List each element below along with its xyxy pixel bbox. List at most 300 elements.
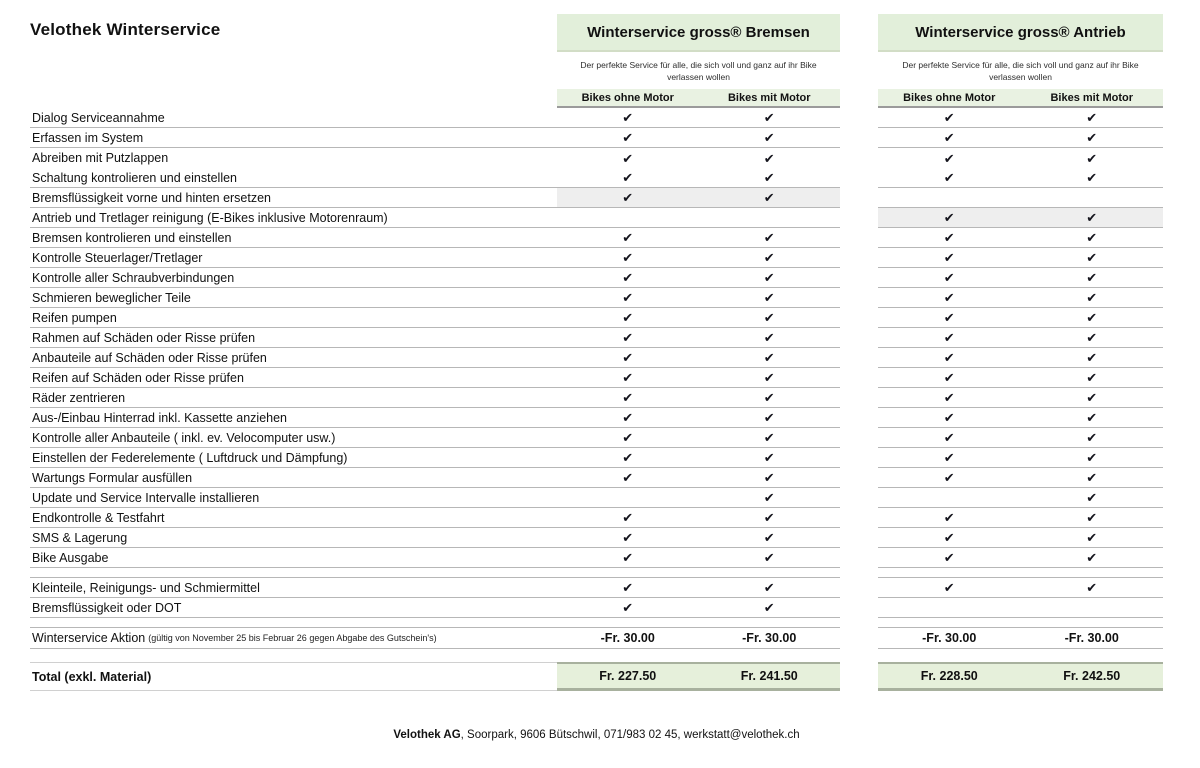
check-cell [557,268,699,287]
service-row [30,578,1200,598]
check-cell [1021,508,1164,527]
check-cell [878,598,1021,617]
service-row [30,598,1200,618]
check-icon: ✔ [943,530,955,545]
antrieb-check-group [878,488,1163,508]
spacer-cell [878,618,1021,627]
group-subtitle-bremsen: Der perfekte Service für alle, die sich voll und ganz auf ihr Bike verlassen wollen [580,60,817,83]
antrieb-check-group [878,308,1163,328]
antrieb-check-group [878,618,1163,628]
check-cell [1021,598,1164,617]
check-cell [557,308,699,327]
service-row [30,228,1200,248]
row-label: SMS & Lagerung [30,528,557,548]
column-gap [840,228,878,248]
check-cell [557,468,699,487]
bremsen-check-group [557,108,840,128]
check-icon: ✔ [622,510,634,525]
service-row [30,468,1200,488]
check-cell [557,348,699,367]
check-icon: ✔ [763,150,775,166]
bremsen-check-group [557,348,840,368]
column-gap [840,148,878,168]
check-cell [878,148,1021,168]
page-title: Velothek Winterservice [30,20,221,39]
column-gap [840,52,878,89]
subcolumn-bremsen-mit-motor: Bikes mit Motor [727,91,811,104]
subcolumn-antrieb-ohne-motor: Bikes ohne Motor [903,91,996,104]
service-row [30,188,1200,208]
check-icon: ✔ [1086,150,1098,166]
check-cell [699,188,841,207]
check-icon: ✔ [622,290,634,305]
check-icon: ✔ [622,410,634,425]
bremsen-check-group [557,168,840,188]
check-icon: ✔ [1086,470,1098,485]
check-icon: ✔ [763,430,775,445]
check-icon: ✔ [763,530,775,545]
check-cell [557,328,699,347]
service-row [30,128,1200,148]
service-row [30,288,1200,308]
check-icon: ✔ [943,410,955,425]
check-cell [699,468,841,487]
column-gap [840,348,878,368]
check-icon: ✔ [763,270,775,285]
check-icon: ✔ [943,430,955,445]
service-row [30,208,1200,228]
check-icon: ✔ [943,330,955,345]
check-cell [1021,388,1164,407]
check-cell [557,148,699,168]
row-label: Bremsflüssigkeit oder DOT [30,598,557,618]
check-icon: ✔ [622,310,634,325]
row-label: Bremsen kontrolieren und einstellen [30,228,557,248]
check-cell [699,328,841,347]
group-header-antrieb [878,14,1163,52]
bremsen-check-group [557,568,840,578]
column-gap [840,548,878,568]
check-icon: ✔ [622,170,634,185]
row-label: Reifen auf Schäden oder Risse prüfen [30,368,557,388]
check-icon: ✔ [763,470,775,485]
antrieb-check-group [878,528,1163,548]
column-gap [840,108,878,128]
antrieb-check-group [878,168,1163,188]
bremsen-check-group [557,328,840,348]
check-cell [1021,348,1164,367]
check-cell [1021,228,1164,247]
check-icon: ✔ [763,600,775,615]
bremsen-check-group [557,268,840,288]
service-row [30,108,1200,128]
antrieb-check-group [878,108,1163,128]
check-icon: ✔ [622,110,634,125]
spacer-cell [1021,618,1164,627]
check-icon: ✔ [943,210,955,225]
check-cell [1021,268,1164,287]
bremsen-check-group [557,388,840,408]
check-icon: ✔ [622,600,634,615]
check-cell [1021,328,1164,347]
check-cell [699,288,841,307]
check-icon: ✔ [763,550,775,565]
antrieb-check-group [878,448,1163,468]
check-cell [557,368,699,387]
footer-company: Velothek AG [393,729,461,741]
check-cell [557,388,699,407]
check-icon: ✔ [622,230,634,245]
service-row [30,408,1200,428]
check-cell [878,228,1021,247]
check-icon: ✔ [943,290,955,305]
row-label: Kleinteile, Reinigungs- und Schmiermittel [30,578,557,598]
check-icon: ✔ [943,250,955,265]
row-label: Räder zentrieren [30,388,557,408]
check-cell [878,388,1021,407]
spacer-cell [1021,568,1164,577]
spacer-cell [30,568,557,578]
subcolumns-bremsen [557,89,840,108]
service-row [30,428,1200,448]
check-cell [1021,408,1164,427]
check-icon: ✔ [943,550,955,565]
total-row [30,662,1200,691]
spacer-cell [557,618,699,627]
spacer-cell [557,568,699,577]
antrieb-check-group [878,188,1163,208]
check-cell [557,428,699,447]
check-cell [878,108,1021,127]
antrieb-check-group [878,428,1163,448]
check-icon: ✔ [763,450,775,465]
group-title-bremsen: Winterservice gross® Bremsen [587,23,810,41]
bremsen-check-group [557,308,840,328]
service-row [30,348,1200,368]
column-gap [840,308,878,328]
antrieb-check-group [878,328,1163,348]
column-gap [840,89,878,108]
group-header-bremsen [557,14,840,52]
check-icon: ✔ [763,370,775,385]
service-row [30,388,1200,408]
column-gap [840,568,878,578]
group-title-antrieb: Winterservice gross® Antrieb [915,23,1126,41]
check-icon: ✔ [943,310,955,325]
check-cell [878,248,1021,267]
check-icon: ✔ [1086,170,1098,185]
check-cell [557,288,699,307]
aktion-value: -Fr. 30.00 [742,631,797,645]
header-row [30,14,1200,52]
bremsen-check-group [557,598,840,618]
service-row [30,488,1200,508]
check-icon: ✔ [622,580,634,595]
check-cell [878,488,1021,507]
check-cell [699,508,841,527]
check-icon: ✔ [943,110,955,125]
row-label: Bike Ausgabe [30,548,557,568]
service-row [30,308,1200,328]
check-icon: ✔ [1086,530,1098,545]
antrieb-check-group [878,508,1163,528]
check-cell [878,368,1021,387]
check-icon: ✔ [763,330,775,345]
spacer-cell [699,568,841,577]
check-icon: ✔ [1086,330,1098,345]
row-label: Erfassen im System [30,128,557,148]
antrieb-check-group [878,468,1163,488]
service-row [30,368,1200,388]
check-cell [878,428,1021,447]
check-cell [699,428,841,447]
check-cell [1021,208,1164,227]
check-cell [699,308,841,327]
check-cell [557,508,699,527]
bremsen-check-group [557,528,840,548]
bremsen-check-group [557,508,840,528]
check-icon: ✔ [943,350,955,365]
check-icon: ✔ [943,470,955,485]
check-cell [557,548,699,567]
bremsen-check-group [557,368,840,388]
aktion-value: -Fr. 30.00 [600,631,655,645]
column-gap [840,488,878,508]
check-icon: ✔ [622,530,634,545]
check-icon: ✔ [763,110,775,125]
check-cell [557,108,699,127]
service-row [30,148,1200,168]
check-cell [699,108,841,127]
check-icon: ✔ [1086,250,1098,265]
column-gap [840,428,878,448]
check-cell [699,598,841,617]
total-value: Fr. 242.50 [1063,669,1121,683]
check-icon: ✔ [622,130,634,145]
check-cell [557,128,699,147]
check-icon: ✔ [763,510,775,525]
check-icon: ✔ [622,190,634,205]
column-gap [840,448,878,468]
spacer-row [30,618,1200,628]
bremsen-check-group [557,408,840,428]
check-cell [699,248,841,267]
check-cell [699,168,841,187]
aktion-value: -Fr. 30.00 [922,631,977,645]
check-cell [878,508,1021,527]
total-value: Fr. 241.50 [740,669,798,683]
aktion-note: (gültig von November 25 bis Februar 26 gegen Abgabe des Gutschein's) [148,633,437,643]
check-cell [699,488,841,507]
check-icon: ✔ [1086,350,1098,365]
spacer-row [30,568,1200,578]
check-icon: ✔ [622,330,634,345]
check-icon: ✔ [943,580,955,595]
check-cell [699,348,841,367]
check-icon: ✔ [943,370,955,385]
column-gap [840,618,878,628]
check-icon: ✔ [763,390,775,405]
check-cell [699,268,841,287]
bremsen-check-group [557,428,840,448]
bremsen-check-group [557,548,840,568]
check-cell [878,528,1021,547]
column-gap [840,528,878,548]
check-cell [878,188,1021,207]
check-icon: ✔ [943,130,955,145]
aktion-label: Winterservice Aktion [32,631,146,645]
row-label: Bremsflüssigkeit vorne und hinten ersetzen [30,188,557,208]
check-cell [557,188,699,207]
check-cell [1021,108,1164,127]
group-subtitle-antrieb: Der perfekte Service für alle, die sich voll und ganz auf ihr Bike verlassen wollen [902,60,1139,83]
subcolumn-bremsen-ohne-motor: Bikes ohne Motor [581,91,674,104]
check-cell [557,248,699,267]
check-icon: ✔ [763,350,775,365]
antrieb-check-group [878,368,1163,388]
row-label: Reifen pumpen [30,308,557,328]
column-gap [840,268,878,288]
bremsen-check-group [557,188,840,208]
check-cell [557,408,699,427]
check-cell [699,128,841,147]
check-icon: ✔ [622,350,634,365]
check-icon: ✔ [622,430,634,445]
subcolumns-antrieb [878,89,1163,108]
spacer-cell [30,618,557,628]
check-cell [1021,288,1164,307]
check-icon: ✔ [1086,210,1098,225]
check-cell [699,148,841,168]
column-gap [840,578,878,598]
total-label: Total (exkl. Material) [30,662,557,691]
antrieb-check-group [878,348,1163,368]
check-cell [557,448,699,467]
footer-address [30,729,1163,741]
subcolumn-header-row [30,89,1200,108]
check-icon: ✔ [763,170,775,185]
row-label: Kontrolle aller Anbauteile ( inkl. ev. Velocomputer usw.) [30,428,557,448]
check-cell [1021,368,1164,387]
check-cell [557,168,699,187]
service-row [30,508,1200,528]
check-icon: ✔ [1086,410,1098,425]
service-row [30,268,1200,288]
check-cell [1021,128,1164,147]
check-cell [699,368,841,387]
antrieb-check-group [878,148,1163,168]
check-cell [878,168,1021,187]
check-icon: ✔ [622,470,634,485]
column-gap [840,208,878,228]
check-icon: ✔ [763,410,775,425]
check-cell [699,208,841,227]
check-cell [557,228,699,247]
check-cell [557,528,699,547]
column-gap [840,288,878,308]
bremsen-check-group [557,228,840,248]
empty-cell [30,89,557,108]
column-gap [840,128,878,148]
check-icon: ✔ [622,390,634,405]
check-icon: ✔ [763,580,775,595]
antrieb-check-group [878,548,1163,568]
row-label: Endkontrolle & Testfahrt [30,508,557,528]
antrieb-check-group [878,128,1163,148]
check-cell [699,548,841,567]
check-icon: ✔ [763,250,775,265]
check-icon: ✔ [943,510,955,525]
row-label: Kontrolle Steuerlager/Tretlager [30,248,557,268]
check-icon: ✔ [622,150,634,166]
rows-body [30,108,1200,628]
check-cell [557,578,699,597]
total-value: Fr. 228.50 [920,669,978,683]
row-label: Update und Service Intervalle installieren [30,488,557,508]
antrieb-check-group [878,288,1163,308]
check-icon: ✔ [1086,510,1098,525]
row-label: Wartungs Formular ausfüllen [30,468,557,488]
column-gap [840,598,878,618]
row-label: Einstellen der Federelemente ( Luftdruck und Dämpfung) [30,448,557,468]
check-cell [1021,468,1164,487]
check-icon: ✔ [622,250,634,265]
check-cell [1021,448,1164,467]
column-gap [840,508,878,528]
check-cell [1021,578,1164,597]
antrieb-check-group [878,228,1163,248]
antrieb-check-group [878,248,1163,268]
antrieb-check-group [878,268,1163,288]
check-icon: ✔ [943,230,955,245]
check-cell [878,448,1021,467]
row-label: Dialog Serviceannahme [30,108,557,128]
row-label: Schaltung kontrolieren und einstellen [30,168,557,188]
check-icon: ✔ [1086,110,1098,125]
check-cell [1021,428,1164,447]
aktion-values-bremsen [557,628,840,649]
check-cell [699,228,841,247]
column-gap [840,188,878,208]
service-row [30,528,1200,548]
check-cell [557,488,699,507]
aktion-label-cell [30,628,557,649]
subtitle-row [30,52,1200,89]
bremsen-check-group [557,208,840,228]
check-cell [1021,528,1164,547]
antrieb-check-group [878,598,1163,618]
service-row [30,328,1200,348]
check-cell [1021,488,1164,507]
column-gap [840,388,878,408]
check-icon: ✔ [1086,270,1098,285]
check-icon: ✔ [763,310,775,325]
check-cell [878,208,1021,227]
check-cell [878,288,1021,307]
check-icon: ✔ [1086,130,1098,145]
check-icon: ✔ [622,370,634,385]
column-gap [840,468,878,488]
spacer-cell [699,618,841,627]
check-cell [878,408,1021,427]
check-icon: ✔ [622,270,634,285]
check-icon: ✔ [943,390,955,405]
row-label: Anbauteile auf Schäden oder Risse prüfen [30,348,557,368]
row-label: Schmieren beweglicher Teile [30,288,557,308]
check-icon: ✔ [622,550,634,565]
check-cell [878,328,1021,347]
check-icon: ✔ [943,150,955,166]
